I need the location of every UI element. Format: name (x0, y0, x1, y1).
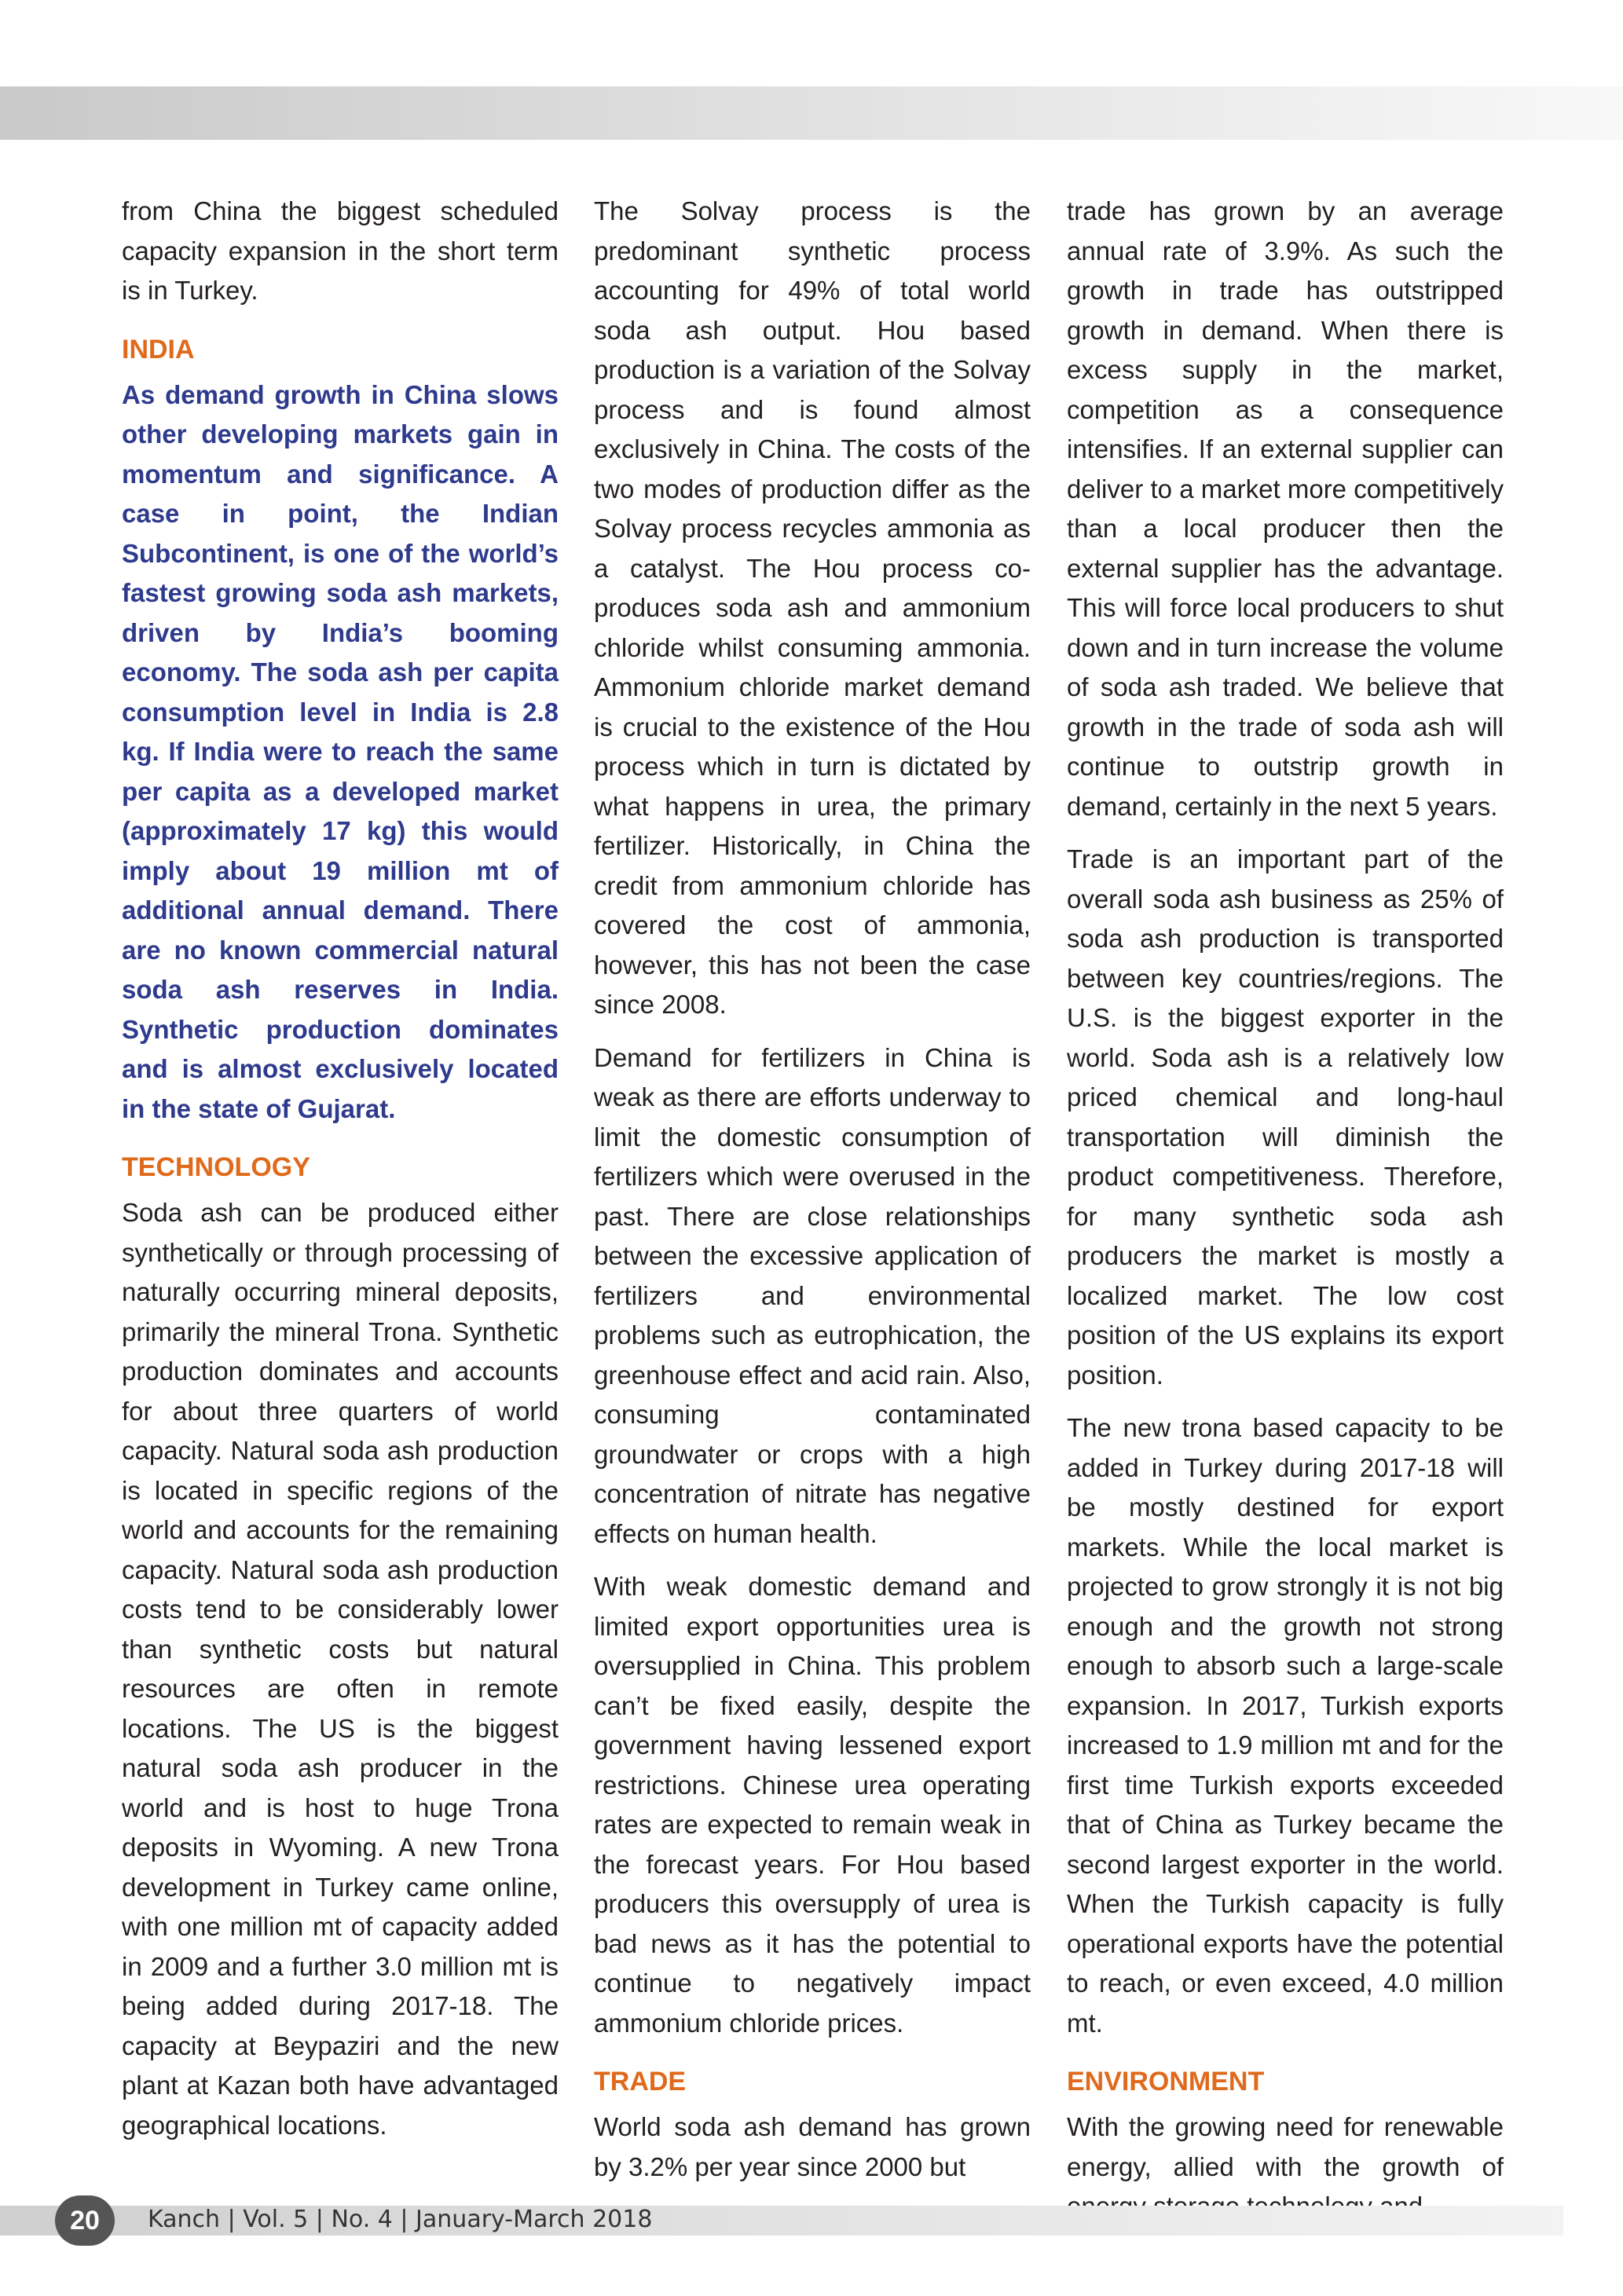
heading-environment: ENVIRONMENT (1067, 2067, 1265, 2096)
paragraph-trade-start: World soda ash demand has grown by 3.2% per year since 2000 but (594, 2112, 1031, 2181)
heading-trade: TRADE (594, 2067, 687, 2096)
heading-india: INDIA (122, 334, 195, 364)
india-highlight-paragraph: As demand growth in China slows other developing markets gain in momentum and significance. A case in point, the Indian Subcontinent, is one of the world’s fastest growing soda ash markets, driven by India’s booming economy. The soda ash per capita consumption level in India is 2.8 kg. If India were to reach the same per capita as a developed market (approximately 17 kg) this would imply about 19 million mt of additional annual demand. There are no known commercial natural soda ash reserves in India. Synthetic production dominates and is almost exclusively located in the state of Gujarat. (122, 379, 559, 1123)
header-band (0, 86, 1623, 140)
paragraph-environment: With the growing need for renewable energy, allied with the growth of (1067, 2112, 1504, 2181)
paragraph-technology: Soda ash can be produced either synthetically or through processing of naturally occurring mineral deposits, primarily the mineral Trona. Synthetic production dominates and accounts for about three quarters of world capacity. Natural soda ash production is located in specific regions of the world and accounts for the remaining capacity. Natural soda ash production costs tend to be considerably lower than synthetic costs but natural resources are often in remote locations. The US is the biggest natural soda ash producer in the world and is host to huge Trona deposits in Wyoming. A new Trona development in Turkey came online, with one million mt of capacity added in 2009 and a further 3.0 million mt is being added during 2017-18. The capacity at Beypaziri and the new plant at Kazan both have advantaged geographical locations. (122, 1198, 559, 2140)
paragraph-solvay-process: The Solvay process is the predominant synthetic process accounting for 49% of total world soda ash output. Hou based production is a variation of the Solvay process and is found almost exclusively in China. The costs of the two modes of production differ as the Solvay process recycles ammonia as a catalyst. The Hou process co-produces soda ash and ammonium chloride whilst consuming ammonia. Ammonium chloride market demand is crucial to the existence of the Hou process which in turn is dictated by what happens in urea, the primary fertilizer. Historically, in China the credit from ammonium chloride has covered the cost of ammonia, however, this has not been the case since 2008. (594, 196, 1031, 1019)
heading-technology: TECHNOLOGY (122, 1152, 310, 1182)
column-2 (594, 192, 1031, 2200)
paragraph-trade-importance: Trade is an important part of the overall soda ash business as 25% of soda ash production is transported between key countries/regions. The U.S. is the biggest exporter in the world. Soda ash is a relatively low priced chemical and long-haul transportation will diminish the product competitiveness. Therefore, for many synthetic soda ash producers the market is mostly a localized market. The low cost position of the US explains its export position. (1067, 844, 1504, 1390)
paragraph-china-turkey: from China the biggest scheduled capacity expansion in the short term is in Turkey. (122, 196, 559, 305)
column-1 (122, 192, 559, 2159)
paragraph-turkey-exports: The new trona based capacity to be added in Turkey during 2017-18 will be mostly destined for export markets. While the local market is projected to grow strongly it is not big enough and the growth not strong enough to absorb such a large-scale expansion. In 2017, Turkish exports increased to 1.9 million mt and for the first time Turkish exports exceeded that of China as Turkey became the second largest exporter in the world. When the Turkish capacity is fully operational exports have the potential to reach, or even exceed, 4.0 million mt. (1067, 1413, 1504, 2038)
footer-running-title: Kanch | Vol. 5 | No. 4 | January-March 2018 (148, 2206, 653, 2233)
column-3 (1067, 192, 1504, 2240)
paragraph-urea-oversupply: With weak domestic demand and limited export opportunities urea is oversupplied in China. This problem can’t be fixed easily, despite the government having lessened export restrictions. Chinese urea operating rates are expected to remain weak in the forecast years. For Hou based producers this oversupply of urea is bad news as it has the potential to continue to negatively impact ammonium chloride prices. (594, 1572, 1031, 2038)
paragraph-trade-growth: trade has grown by an average annual rate of 3.9%. As such the growth in trade has outstripped growth in demand. When there is excess supply in the market, competition as a consequence intensifies. If an external supplier can deliver to a market more competitively than a local producer then the external supplier has the advantage. This will force local producers to shut down and in turn increase the volume of soda ash traded. We believe that growth in the trade of soda ash will continue to outstrip growth in demand, certainly in the next 5 years. (1067, 196, 1504, 821)
page-number-badge: 20 (55, 2195, 115, 2246)
paragraph-fertilizer-demand: Demand for fertilizers in China is weak as there are efforts underway to limit the domestic consumption of fertilizers which were overused in the past. There are close relationships between the excessive application of fertilizers and environmental problems such as eutrophication, the greenhouse effect and acid rain. Also, consuming contaminated groundwater or crops with a high concentration of nitrate has negative effects on human health. (594, 1042, 1031, 1548)
